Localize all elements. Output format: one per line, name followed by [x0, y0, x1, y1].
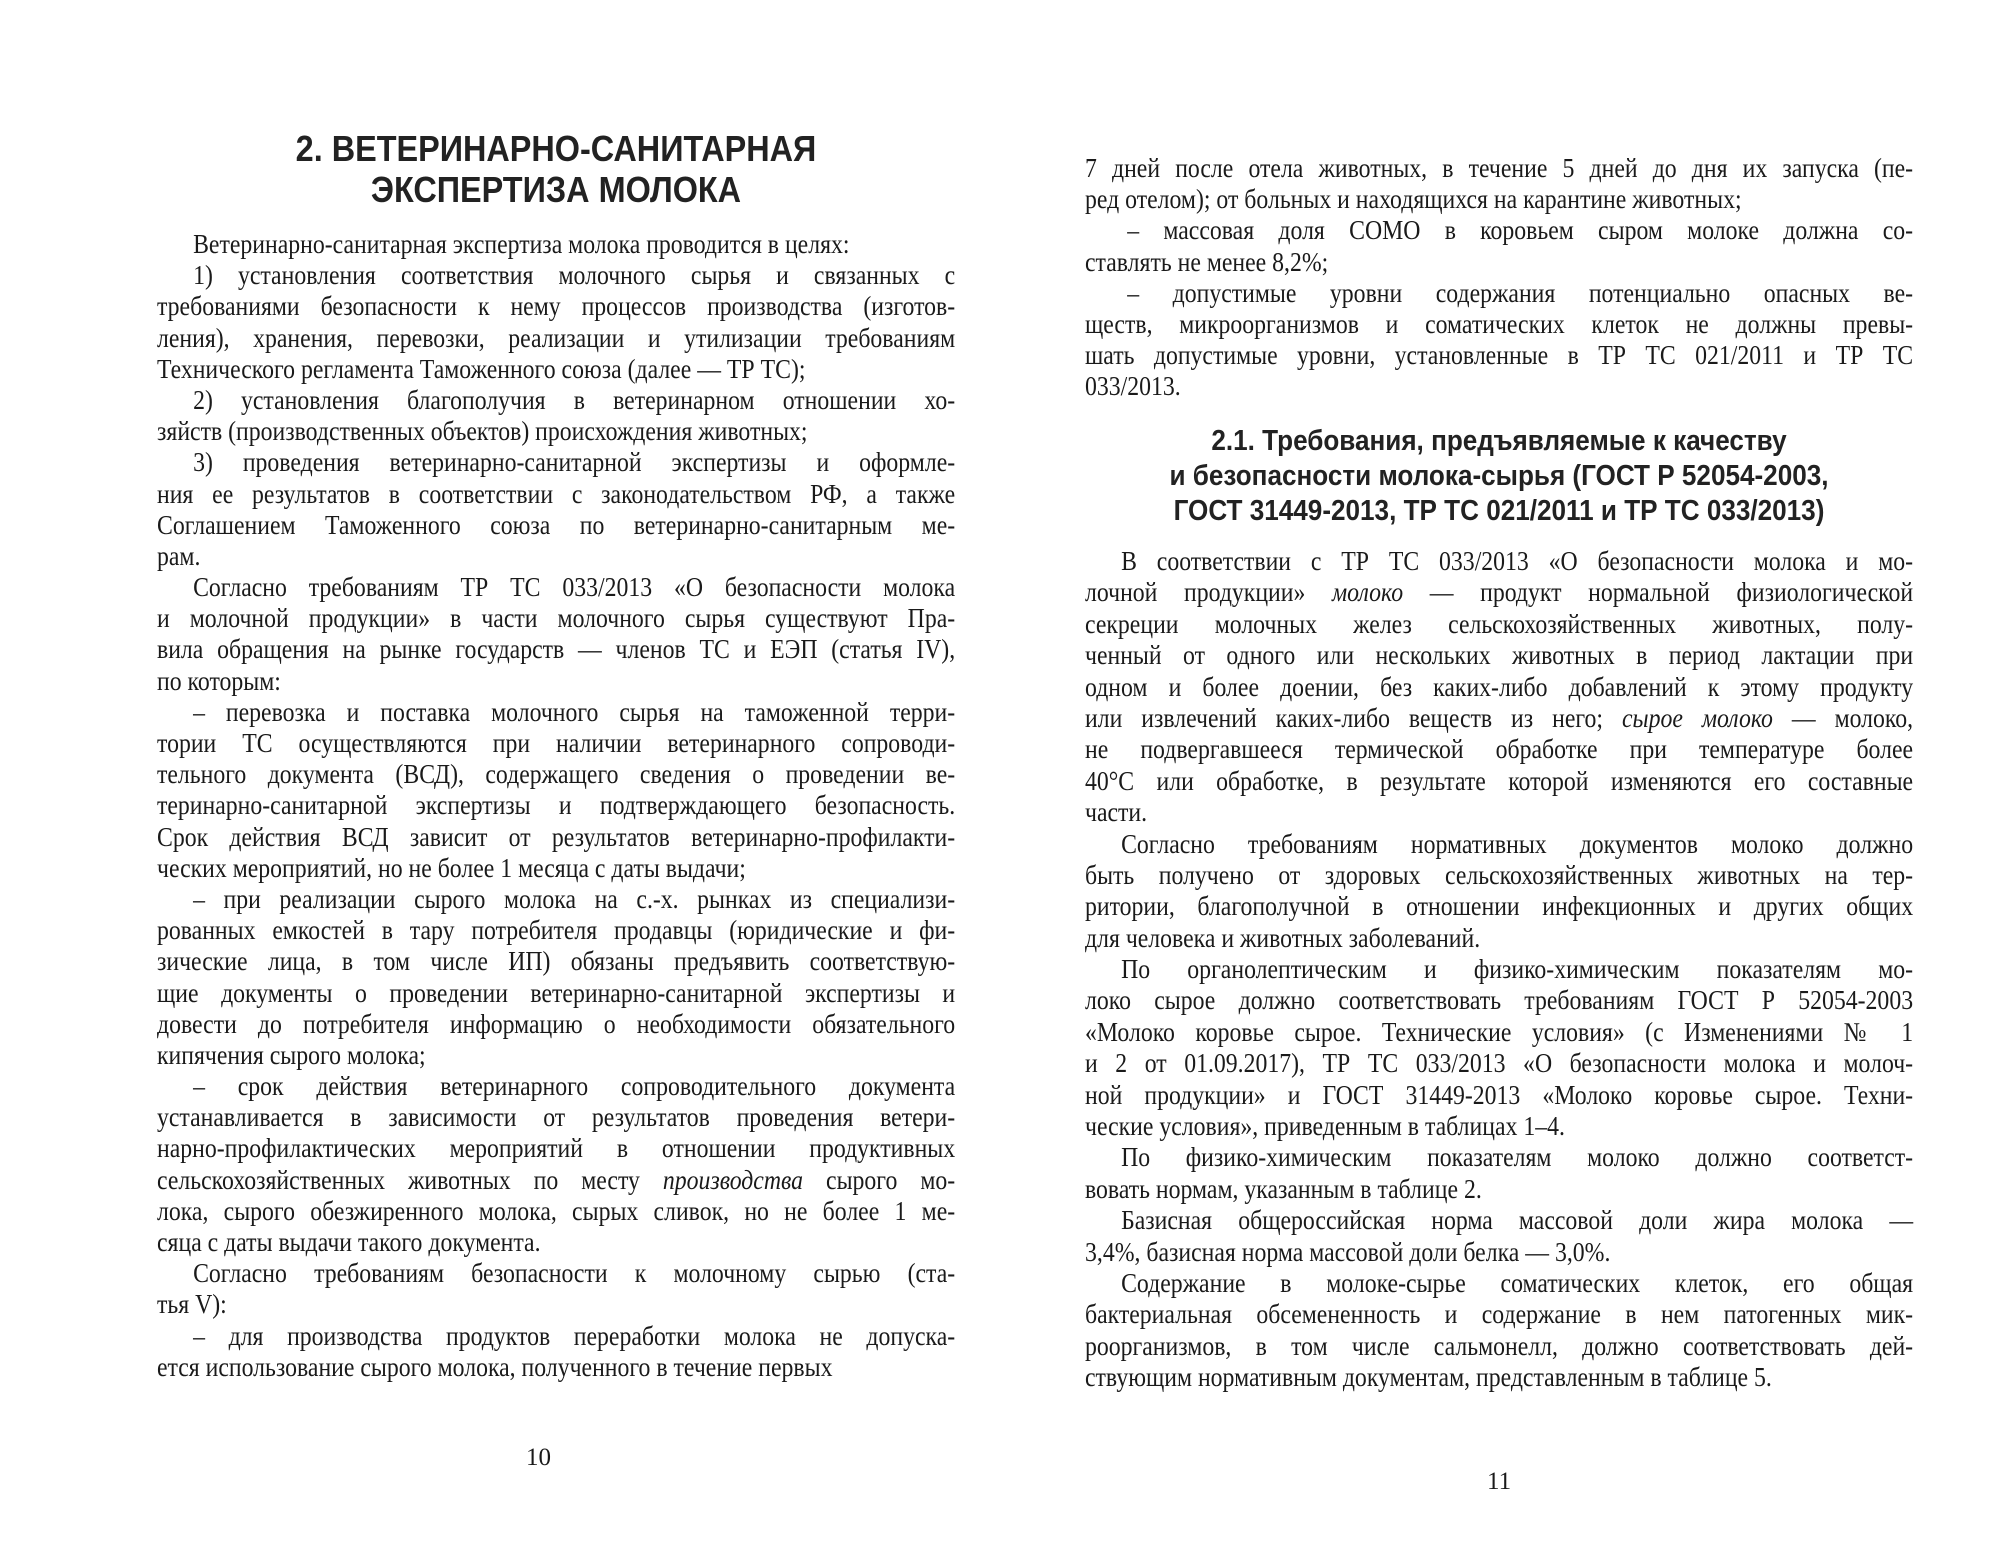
text-line: [157, 1352, 955, 1383]
text-segment: Соглашением Таможенного союза по ветеринарно-санитарным ме-: [157, 509, 956, 540]
left-body-text: [157, 229, 955, 1383]
text-line: [1085, 954, 1913, 985]
text-segment: По физико-химическим показателям молоко должно соответст-: [1121, 1142, 1914, 1173]
text-segment: Ветеринарно-санитарная экспертиза молока проводится в целях:: [193, 229, 850, 259]
text-segment: части.: [1085, 797, 1148, 828]
text-line: [157, 946, 955, 977]
text-segment: бактериальная обсемененность и содержание в нем патогенных мик-: [1085, 1299, 1914, 1330]
text-segment: – для производства продуктов переработки молока не допуска-: [193, 1320, 956, 1351]
text-segment: Содержание в молоке-сырье соматических клеток, его общая: [1121, 1267, 1914, 1298]
text-line: [157, 1040, 955, 1071]
text-segment: «Молоко коровье сырое. Технические условия» (с Изменениями № 1: [1085, 1016, 1914, 1047]
text-line: [157, 1102, 955, 1133]
text-line: [1085, 1237, 1913, 1268]
text-line: [1085, 829, 1913, 860]
text-segment: лочной продукции»: [1085, 577, 1333, 608]
text-segment: для человека и животных заболеваний.: [1085, 922, 1481, 953]
text-segment: зические лица, в том числе ИП) обязаны предъявить соответствую-: [157, 946, 956, 977]
text-line: [1085, 1174, 1913, 1205]
text-line: [1085, 609, 1913, 640]
text-line: [157, 978, 955, 1009]
text-segment: В соответствии с ТР ТС 033/2013 «О безопасности молока и мо-: [1121, 546, 1914, 576]
text-segment: ритории, благополучной в отношении инфекционных и других общих: [1085, 891, 1914, 922]
text-line: [1085, 891, 1913, 922]
text-segment: ется использование сырого молока, полученного в течение первых: [157, 1351, 833, 1382]
text-segment: роорганизмов, в том числе сальмонелл, должно соответствовать дей-: [1085, 1330, 1914, 1361]
text-segment: Согласно требованиям нормативных документов молоко должно: [1121, 828, 1914, 859]
text-line: [1085, 1205, 1913, 1236]
text-line: [1085, 340, 1913, 371]
text-line: [1085, 278, 1913, 309]
text-segment: нарно-профилактических мероприятий в отношении продуктивных: [157, 1133, 956, 1164]
text-line: [157, 728, 955, 759]
text-line: [1085, 1299, 1913, 1330]
text-segment: тельного документа (ВСД), содержащего сведения о проведении ве-: [157, 759, 956, 790]
text-segment: устанавливается в зависимости от результатов проведения ветери-: [157, 1102, 956, 1133]
text-line: [157, 603, 955, 634]
text-line: [1085, 1111, 1913, 1142]
text-line: [157, 759, 955, 790]
text-segment: рованных емкостей в тару потребителя продавцы (юридические и фи-: [157, 915, 956, 946]
heading-line: 2. ВЕТЕРИНАРНО-САНИТАРНАЯ: [295, 128, 817, 169]
text-line: [157, 790, 955, 821]
text-segment: ствующим нормативным документам, представленным в таблице 5.: [1085, 1362, 1772, 1393]
text-segment: Согласно требованиям безопасности к молочному сырью (ста-: [193, 1258, 956, 1289]
text-line: [1085, 309, 1913, 340]
text-segment: одном и более доении, без каких-либо добавлений к этому продукту: [1085, 671, 1914, 702]
text-segment: — молоко,: [1772, 702, 1914, 733]
text-line: [157, 634, 955, 665]
text-segment: теринарно-санитарной экспертизы и подтверждающего безопасность.: [157, 790, 956, 821]
right-body-text: [1085, 546, 1913, 1394]
text-line: [157, 915, 955, 946]
chapter-heading: [157, 128, 955, 210]
text-segment: или извлечений каких-либо веществ из него;: [1085, 702, 1622, 733]
text-line: [1085, 860, 1913, 891]
text-line: [1085, 1080, 1913, 1111]
text-segment: рам.: [157, 540, 201, 571]
text-segment: кипячения сырого молока;: [157, 1039, 426, 1070]
text-line: [1085, 703, 1913, 734]
text-line: [157, 447, 955, 478]
text-segment: 7 дней после отела животных, в течение 5 дней до дня их запуска (пе-: [1085, 153, 1914, 183]
text-line: [1085, 247, 1913, 278]
text-line: [1085, 766, 1913, 797]
text-segment: ния ее результатов в соответствии с законодательством РФ, а также: [157, 478, 956, 509]
text-segment: ческих мероприятий, но не более 1 месяца с даты выдачи;: [157, 852, 746, 883]
text-line: [157, 884, 955, 915]
text-segment: По органолептическим и физико-химическим показателям мо-: [1121, 954, 1914, 985]
text-line: [157, 479, 955, 510]
text-line: [1085, 1142, 1913, 1173]
text-segment: лока, сырого обезжиренного молока, сырых сливок, но не более 1 ме-: [157, 1195, 956, 1226]
text-line: [1085, 1268, 1913, 1299]
text-segment: требованиями безопасности к нему процессов производства (изготов-: [157, 291, 956, 322]
text-line: [157, 572, 955, 603]
text-line: [157, 1133, 955, 1164]
text-segment: Согласно требованиям ТР ТС 033/2013 «О безопасности молока: [193, 572, 956, 603]
page-number: 11: [1487, 1468, 1512, 1495]
text-line: [157, 1196, 955, 1227]
text-segment: – срок действия ветеринарного сопроводительного документа: [193, 1071, 956, 1102]
text-line: [1085, 215, 1913, 246]
text-segment: – перевозка и поставка молочного сырья на таможенной терри-: [193, 696, 956, 727]
text-line: [1085, 923, 1913, 954]
text-line: [157, 697, 955, 728]
text-line: [1085, 371, 1913, 402]
text-segment: Технического регламента Таможенного союза (далее — ТР ТС);: [157, 353, 806, 384]
italic-term: сырое молоко: [1621, 702, 1773, 733]
text-segment: и молочной продукции» в части молочного сырья существуют Пра-: [157, 603, 956, 634]
text-segment: ческие условия», приведенным в таблицах 1–4.: [1085, 1111, 1565, 1142]
text-line: [157, 1289, 955, 1320]
text-segment: сырого мо-: [803, 1164, 956, 1195]
text-line: [1085, 734, 1913, 765]
text-line: [157, 291, 955, 322]
text-line: [1085, 1331, 1913, 1362]
text-line: [157, 510, 955, 541]
text-segment: локо сырое должно соответствовать требованиям ГОСТ Р 52054-2003: [1085, 985, 1914, 1016]
text-line: [1085, 797, 1913, 828]
text-segment: – при реализации сырого молока на с.-х. рынках из специализи-: [193, 883, 956, 914]
text-segment: ред отелом); от больных и находящихся на карантине животных;: [1085, 184, 1742, 215]
italic-term: производства: [662, 1164, 804, 1195]
text-segment: 1) установления соответствия молочного сырья и связанных с: [193, 260, 956, 291]
text-line: [157, 1321, 955, 1352]
heading-line: ЭКСПЕРТИЗА МОЛОКА: [370, 169, 742, 210]
text-line: [1085, 1017, 1913, 1048]
text-line: [1085, 546, 1913, 577]
text-segment: ществ, микроорганизмов и соматических клеток не должны превы-: [1085, 308, 1914, 339]
text-segment: не подвергавшееся термической обработке при температуре более: [1085, 734, 1914, 765]
text-segment: тории ТС осуществляются при наличии ветеринарного сопроводи-: [157, 728, 956, 758]
text-segment: — продукт нормальной физиологической: [1403, 577, 1914, 608]
text-line: [157, 260, 955, 291]
text-segment: быть получено от здоровых сельскохозяйственных животных на тер-: [1085, 859, 1914, 890]
text-segment: довести до потребителя информацию о необходимости обязательного: [157, 1008, 956, 1039]
text-segment: 033/2013.: [1085, 371, 1181, 402]
text-line: [1085, 672, 1913, 703]
text-line: [157, 541, 955, 572]
text-line: [1085, 153, 1913, 184]
text-line: [157, 1227, 955, 1258]
text-segment: 3,4%, базисная норма массовой доли белка — 3,0%.: [1085, 1236, 1611, 1267]
text-line: [1085, 1048, 1913, 1079]
text-line: [157, 853, 955, 884]
text-line: [1085, 577, 1913, 608]
text-line: [157, 666, 955, 697]
text-segment: ченный от одного или нескольких животных в период лактации при: [1085, 640, 1914, 671]
text-line: [157, 416, 955, 447]
italic-term: молоко: [1332, 577, 1404, 608]
text-line: [157, 1009, 955, 1040]
text-segment: ной продукции» и ГОСТ 31449-2013 «Молоко коровье сырое. Техни-: [1085, 1079, 1914, 1110]
right-page: [1000, 0, 2000, 1542]
text-segment: 3) проведения ветеринарно-санитарной экспертизы и оформле-: [193, 447, 956, 478]
text-segment: и 2 от 01.09.2017), ТР ТС 033/2013 «О безопасности молока и молоч-: [1085, 1048, 1914, 1079]
text-segment: Срок действия ВСД зависит от результатов ветеринарно-профилакти-: [157, 821, 956, 852]
text-segment: тья V):: [157, 1289, 227, 1320]
right-continued-text: [1085, 153, 1913, 403]
page-number: 10: [526, 1444, 551, 1471]
text-segment: 40°С или обработке, в результате которой изменяются его составные: [1085, 765, 1914, 796]
text-segment: ставлять не менее 8,2%;: [1085, 246, 1329, 277]
text-line: [1085, 1362, 1913, 1393]
text-segment: – допустимые уровни содержания потенциально опасных ве-: [1127, 277, 1914, 308]
text-line: [1085, 640, 1913, 671]
text-line: [157, 1071, 955, 1102]
text-segment: секреции молочных желез сельскохозяйственных животных, полу-: [1085, 608, 1914, 639]
text-segment: щие документы о проведении ветеринарно-санитарной экспертизы и: [157, 977, 956, 1008]
text-segment: – массовая доля СОМО в коровьем сыром молоке должна со-: [1127, 215, 1914, 246]
heading-line: ГОСТ 31449-2013, ТР ТС 021/2011 и ТР ТС 033/2013): [1173, 495, 1825, 527]
text-line: [157, 1165, 955, 1196]
text-segment: ления), хранения, перевозки, реализации и утилизации требованиям: [157, 322, 956, 353]
text-line: [1085, 184, 1913, 215]
text-segment: сельскохозяйственных животных по месту: [157, 1164, 663, 1195]
text-line: [157, 354, 955, 385]
section-heading: [1085, 424, 1913, 529]
text-line: [157, 1258, 955, 1289]
text-line: [157, 822, 955, 853]
text-segment: шать допустимые уровни, установленные в ТР ТС 021/2011 и ТР ТС: [1085, 340, 1914, 371]
text-segment: зяйств (производственных объектов) происхождения животных;: [157, 416, 808, 447]
text-line: [1085, 985, 1913, 1016]
text-line: [157, 229, 955, 260]
text-line: [157, 323, 955, 354]
text-segment: Базисная общероссийская норма массовой доли жира молока —: [1121, 1205, 1914, 1236]
text-segment: сяца с даты выдачи такого документа.: [157, 1227, 541, 1257]
text-segment: вила обращения на рынке государств — членов ТС и ЕЭП (статья IV),: [157, 634, 956, 665]
heading-line: и безопасности молока-сырья (ГОСТ Р 52054-2003,: [1169, 460, 1829, 492]
text-line: [157, 385, 955, 416]
text-segment: 2) установления благополучия в ветеринарном отношении хо-: [193, 384, 956, 415]
heading-line: 2.1. Требования, предъявляемые к качеству: [1211, 425, 1787, 457]
text-segment: вовать нормам, указанным в таблице 2.: [1085, 1173, 1482, 1204]
text-segment: по которым:: [157, 665, 281, 696]
